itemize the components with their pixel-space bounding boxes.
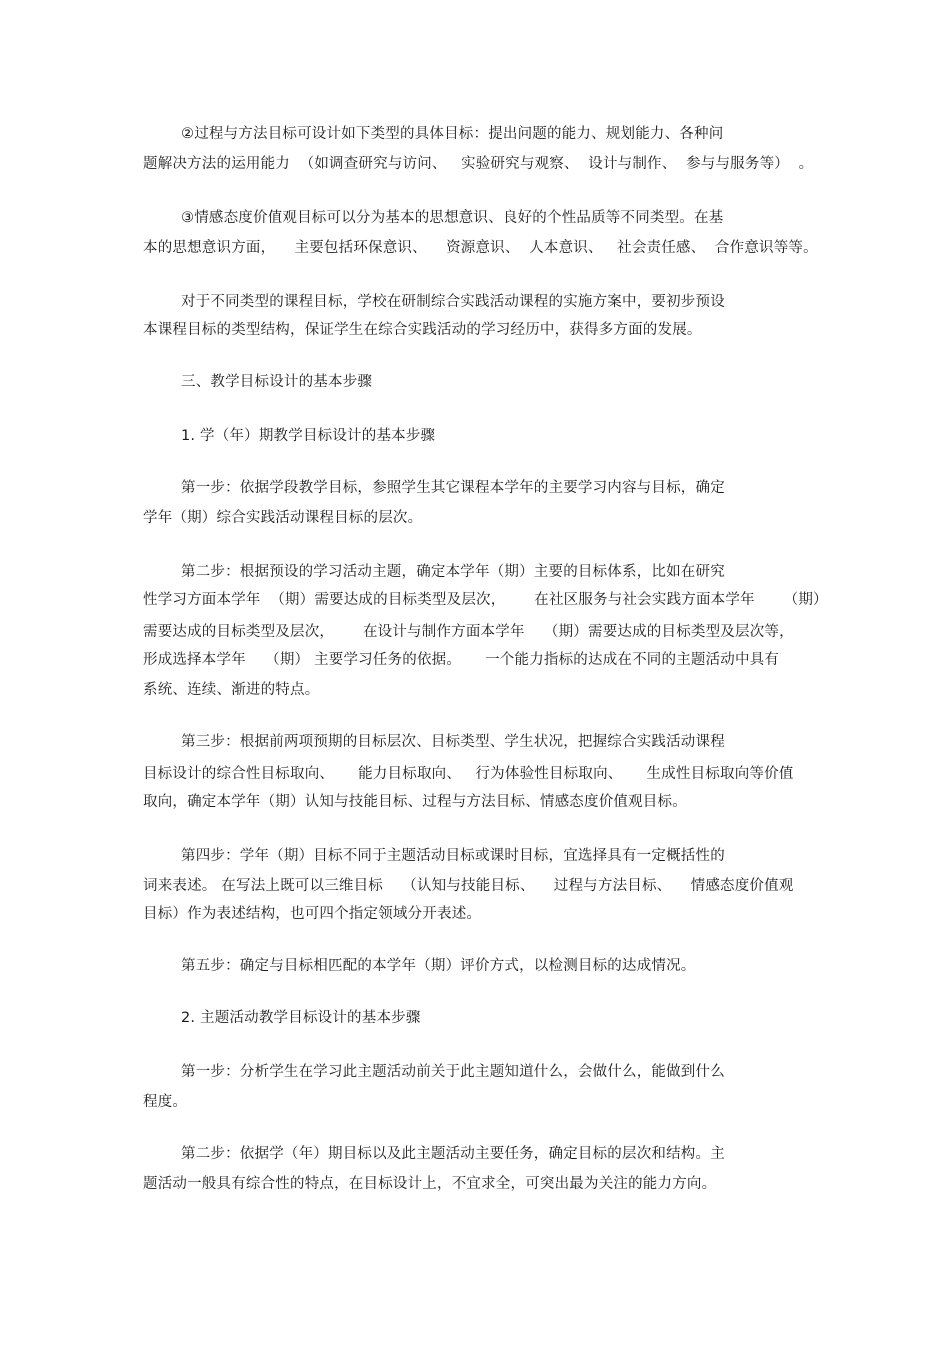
subsection-heading: 1. 学（年）期教学目标设计的基本步骤: [181, 428, 436, 444]
text-line: 第一步：依据学段教学目标，参照学生其它课程本学年的主要学习内容与目标，确定: [181, 480, 725, 496]
text-line: 系统、连续、渐进的特点。: [143, 682, 320, 698]
text-line: 需要达成的目标类型及层次， 在设计与制作方面本学年 （期）需要达成的目标类型及层次等，: [143, 624, 794, 640]
text-line: 取向，确定本学年（期）认知与技能目标、过程与方法目标、情感态度价值观目标。: [143, 794, 687, 810]
text-line: 学年（期）综合实践活动课程目标的层次。: [143, 510, 423, 526]
text-line: ②过程与方法目标可设计如下类型的具体目标：提出问题的能力、规划能力、各种问: [181, 126, 724, 142]
text-line: 题解决方法的运用能力 （如调查研究与访问、 实验研究与观察、 设计与制作、 参与与服务等） 。: [143, 156, 814, 172]
text-line: 题活动一般具有综合性的特点，在目标设计上，不宜求全，可突出最为关注的能力方向。: [143, 1176, 717, 1192]
text-line: 形成选择本学年 （期） 主要学习任务的依据。 一个能力指标的达成在不同的主题活动中具有: [143, 652, 780, 668]
text-line: 目标）作为表述结构，也可四个指定领域分开表述。: [143, 906, 482, 922]
text-line: 第三步：根据前两项预期的目标层次、目标类型、学生状况，把握综合实践活动课程: [181, 734, 725, 750]
text-line: 程度。: [143, 1094, 188, 1110]
text-line: 本课程目标的类型结构，保证学生在综合实践活动的学习经历中，获得多方面的发展。: [143, 322, 702, 338]
text-line: 第五步：确定与目标相匹配的本学年（期）评价方式，以检测目标的达成情况。: [181, 958, 696, 974]
text-line: 本的思想意识方面， 主要包括环保意识、 资源意识、 人本意识、 社会责任感、 合作意识等等。: [143, 240, 818, 256]
text-line: 第二步：依据学（年）期目标以及此主题活动主要任务，确定目标的层次和结构。主: [181, 1146, 725, 1162]
text-line: 性学习方面本学年 （期）需要达成的目标类型及层次， 在社区服务与社会实践方面本学年 （期）: [143, 592, 828, 608]
section-heading: 三、教学目标设计的基本步骤: [181, 374, 373, 390]
text-line: 词来表述。 在写法上既可以三维目标 （认知与技能目标、 过程与方法目标、 情感态度价值观: [143, 878, 794, 894]
text-line: 第四步：学年（期）目标不同于主题活动目标或课时目标，宜选择具有一定概括性的: [181, 848, 725, 864]
text-line: 目标设计的综合性目标取向、 能力目标取向、 行为体验性目标取向、 生成性目标取向等价值: [143, 766, 794, 782]
subsection-heading: 2. 主题活动教学目标设计的基本步骤: [181, 1010, 421, 1026]
text-line: 第一步：分析学生在学习此主题活动前关于此主题知道什么，会做什么，能做到什么: [181, 1064, 725, 1080]
text-line: 对于不同类型的课程目标，学校在研制综合实践活动课程的实施方案中，要初步预设: [181, 294, 725, 310]
text-line: 第二步：根据预设的学习活动主题，确定本学年（期）主要的目标体系，比如在研究: [181, 564, 725, 580]
text-line: ③情感态度价值观目标可以分为基本的思想意识、良好的个性品质等不同类型。在基: [181, 210, 724, 226]
